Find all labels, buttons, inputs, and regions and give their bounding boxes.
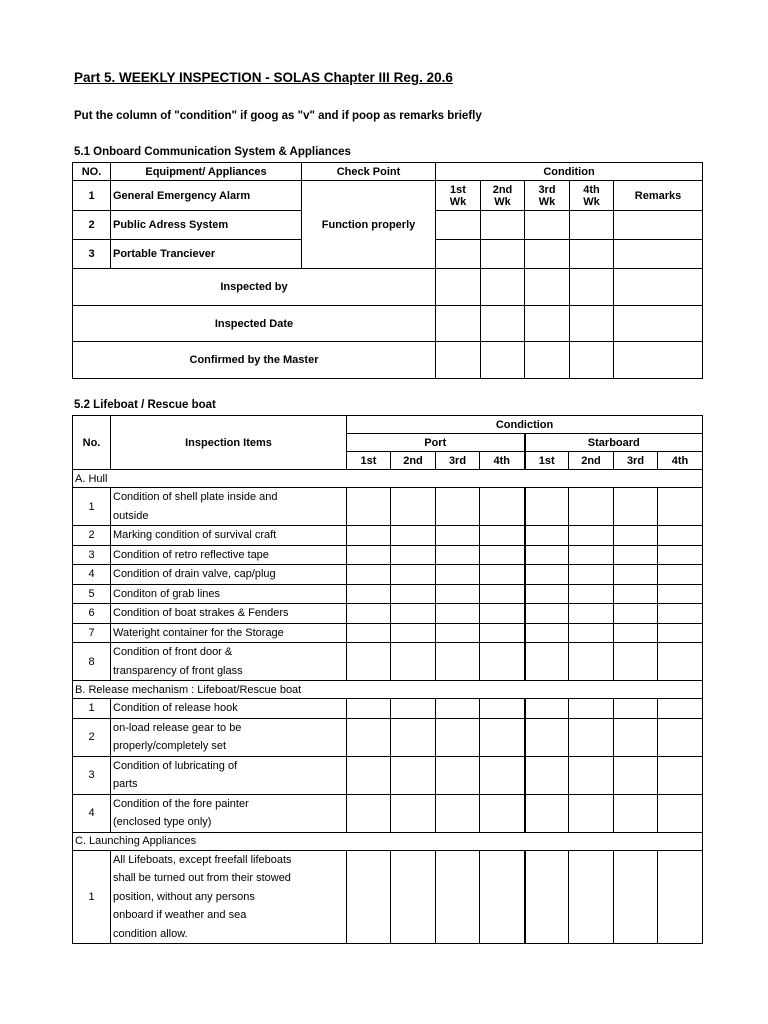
inspection-item-line: Condition of boat strakes & Fenders <box>113 607 289 619</box>
starboard-condition-cell[interactable] <box>614 623 658 643</box>
starboard-condition-cell[interactable] <box>658 526 703 546</box>
starboard-condition-cell[interactable] <box>614 794 658 832</box>
port-condition-cell[interactable] <box>436 718 480 756</box>
row-no: 2 <box>73 211 111 240</box>
inspection-item-line: onboard if weather and sea <box>113 909 247 921</box>
row-no: 4 <box>73 565 111 585</box>
section-label: A. Hull <box>73 470 703 488</box>
inspection-item <box>111 565 347 585</box>
port-condition-cell[interactable] <box>347 718 391 756</box>
port-condition-cell[interactable] <box>480 850 525 944</box>
date-cell[interactable] <box>481 306 525 342</box>
inspection-item <box>111 718 347 756</box>
starboard-condition-cell[interactable] <box>525 526 569 546</box>
port-condition-cell[interactable] <box>391 643 436 681</box>
starboard-condition-cell[interactable] <box>658 850 703 944</box>
table-row <box>73 850 703 944</box>
inspection-item-line: Condition of shell plate inside and <box>113 491 278 503</box>
signature-cell[interactable] <box>525 342 570 379</box>
port-condition-cell[interactable] <box>391 794 436 832</box>
signature-cell[interactable] <box>525 269 570 306</box>
equipment-name: General Emergency Alarm <box>111 181 302 211</box>
port-condition-cell[interactable] <box>436 604 480 624</box>
port-condition-cell[interactable] <box>347 699 391 719</box>
row-no: 6 <box>73 604 111 624</box>
port-condition-cell[interactable] <box>436 623 480 643</box>
table-row <box>73 794 703 832</box>
equipment-name: Portable Tranciever <box>111 240 302 269</box>
row-no: 2 <box>73 718 111 756</box>
row-no: 3 <box>73 756 111 794</box>
signature-cell[interactable] <box>481 342 525 379</box>
starboard-condition-cell[interactable] <box>569 545 614 565</box>
week-suffix: Wk <box>538 195 556 208</box>
inspection-item-line: Condition of retro reflective tape <box>113 548 269 561</box>
starboard-condition-cell[interactable] <box>614 850 658 944</box>
port-condition-cell[interactable] <box>480 545 525 565</box>
port-condition-cell[interactable] <box>480 718 525 756</box>
starboard-condition-cell[interactable] <box>614 584 658 604</box>
port-condition-cell[interactable] <box>480 604 525 624</box>
inspection-item-line: All Lifeboats, except freefall lifeboats <box>113 853 292 866</box>
starboard-condition-cell[interactable] <box>569 850 614 944</box>
inspection-item-line: Condition of lubricating of <box>113 759 238 772</box>
inspection-item-line: (enclosed type only) <box>113 816 212 828</box>
row-no: 5 <box>73 584 111 604</box>
port-condition-cell[interactable] <box>436 565 480 585</box>
starboard-condition-cell[interactable] <box>658 718 703 756</box>
starboard-condition-cell[interactable] <box>658 699 703 719</box>
confirmed-by-master-label: Confirmed by the Master <box>73 342 436 379</box>
starboard-condition-cell[interactable] <box>525 718 569 756</box>
inspection-item-line: parts <box>113 778 138 790</box>
port-condition-cell[interactable] <box>347 623 391 643</box>
week-label: 2nd <box>492 183 513 196</box>
signature-cell[interactable] <box>436 342 481 379</box>
table-row <box>73 718 703 756</box>
port-condition-cell[interactable] <box>391 699 436 719</box>
port-condition-cell[interactable] <box>347 794 391 832</box>
starboard-condition-cell[interactable] <box>525 488 569 526</box>
port-week-2: 2nd <box>391 452 436 470</box>
inspection-item-line: on-load release gear to be <box>113 721 242 734</box>
port-condition-cell[interactable] <box>436 643 480 681</box>
port-condition-cell[interactable] <box>480 526 525 546</box>
inspection-item-line: outside <box>113 509 149 522</box>
col-header-condition: Condiction <box>347 416 703 434</box>
week-header-2 <box>481 181 525 211</box>
date-cell[interactable] <box>525 306 570 342</box>
remarks-cell[interactable] <box>614 240 703 269</box>
check-point-cell: Function properly <box>302 181 436 269</box>
table-row <box>73 488 703 526</box>
starboard-condition-cell[interactable] <box>569 718 614 756</box>
table-row <box>73 699 703 719</box>
inspection-item-line: position, without any persons <box>113 890 255 903</box>
inspection-item-line: Condition of front door & <box>113 646 233 658</box>
week-suffix: Wk <box>583 195 600 208</box>
starboard-week-3: 3rd <box>614 452 658 470</box>
section-5-2-heading: 5.2 Lifeboat / Rescue boat <box>74 399 216 411</box>
condition-cell[interactable] <box>436 240 481 269</box>
port-condition-cell[interactable] <box>480 643 525 681</box>
port-condition-cell[interactable] <box>391 756 436 794</box>
port-condition-cell[interactable] <box>391 545 436 565</box>
signature-cell[interactable] <box>481 269 525 306</box>
condition-cell[interactable] <box>436 211 481 240</box>
date-cell[interactable] <box>436 306 481 342</box>
port-condition-cell[interactable] <box>347 756 391 794</box>
starboard-condition-cell[interactable] <box>525 565 569 585</box>
starboard-condition-cell[interactable] <box>525 623 569 643</box>
port-condition-cell[interactable] <box>436 756 480 794</box>
condition-cell[interactable] <box>481 240 525 269</box>
starboard-condition-cell[interactable] <box>614 718 658 756</box>
starboard-condition-cell[interactable] <box>614 526 658 546</box>
port-condition-cell[interactable] <box>391 718 436 756</box>
port-condition-cell[interactable] <box>391 584 436 604</box>
inspection-item <box>111 794 347 832</box>
starboard-condition-cell[interactable] <box>658 584 703 604</box>
week-label: 4th <box>583 183 600 196</box>
inspection-item <box>111 584 347 604</box>
starboard-condition-cell[interactable] <box>658 756 703 794</box>
table-row <box>73 526 703 546</box>
inspection-item-line: shall be turned out from their stowed <box>113 872 291 884</box>
inspection-item-line: Condition of release hook <box>113 702 238 714</box>
signature-cell[interactable] <box>570 269 614 306</box>
starboard-condition-cell[interactable] <box>525 604 569 624</box>
starboard-condition-cell[interactable] <box>614 545 658 565</box>
week-header-4 <box>570 181 614 211</box>
starboard-condition-cell[interactable] <box>658 623 703 643</box>
port-week-4: 4th <box>480 452 525 470</box>
starboard-condition-cell[interactable] <box>658 794 703 832</box>
section-5-1-heading: 5.1 Onboard Communication System & Appliances <box>74 146 351 158</box>
col-header-equipment: Equipment/ Appliances <box>111 163 302 181</box>
week-label: 3rd <box>538 183 556 196</box>
condition-cell[interactable] <box>570 240 614 269</box>
port-condition-cell[interactable] <box>347 643 391 681</box>
row-no: 3 <box>73 240 111 269</box>
week-header-3 <box>525 181 570 211</box>
port-condition-cell[interactable] <box>347 526 391 546</box>
starboard-condition-cell[interactable] <box>525 643 569 681</box>
inspection-item-line: Condition of the fore painter <box>113 797 249 810</box>
inspection-item <box>111 623 347 643</box>
inspection-item <box>111 699 347 719</box>
date-cell[interactable] <box>570 306 614 342</box>
starboard-condition-cell[interactable] <box>614 604 658 624</box>
port-week-3: 3rd <box>436 452 480 470</box>
starboard-week-4: 4th <box>658 452 703 470</box>
port-condition-cell[interactable] <box>480 699 525 719</box>
starboard-condition-cell[interactable] <box>569 604 614 624</box>
starboard-condition-cell[interactable] <box>525 545 569 565</box>
starboard-condition-cell[interactable] <box>569 699 614 719</box>
inspection-item <box>111 850 347 944</box>
port-condition-cell[interactable] <box>391 623 436 643</box>
week-header-1 <box>436 181 481 211</box>
page-title: Part 5. WEEKLY INSPECTION - SOLAS Chapter III Reg. 20.6 <box>74 70 453 85</box>
inspection-item <box>111 488 347 526</box>
row-no: 7 <box>73 623 111 643</box>
section-label: C. Launching Appliances <box>73 832 703 850</box>
starboard-condition-cell[interactable] <box>569 584 614 604</box>
inspection-item-line: Condition of drain valve, cap/plug <box>113 568 276 580</box>
inspected-by-label: Inspected by <box>73 269 436 306</box>
port-condition-cell[interactable] <box>391 565 436 585</box>
row-no: 1 <box>73 181 111 211</box>
starboard-condition-cell[interactable] <box>614 756 658 794</box>
lifeboat-table <box>72 415 703 944</box>
port-condition-cell[interactable] <box>347 604 391 624</box>
starboard-condition-cell[interactable] <box>569 623 614 643</box>
instruction-text: Put the column of "condition" if goog as "v" and if poop as remarks briefly <box>74 110 482 122</box>
port-condition-cell[interactable] <box>347 565 391 585</box>
inspection-item-line: condition allow. <box>113 927 188 940</box>
col-header-port: Port <box>347 434 525 452</box>
col-header-condition: Condition <box>436 163 703 181</box>
condition-cell[interactable] <box>525 211 570 240</box>
row-no: 3 <box>73 545 111 565</box>
starboard-condition-cell[interactable] <box>658 545 703 565</box>
starboard-condition-cell[interactable] <box>525 794 569 832</box>
inspection-item-line: Conditon of grab lines <box>113 587 221 600</box>
port-condition-cell[interactable] <box>436 526 480 546</box>
week-suffix: Wk <box>494 195 511 208</box>
table-row <box>73 756 703 794</box>
inspection-item-line: Marking condition of survival craft <box>113 529 277 541</box>
signature-cell[interactable] <box>614 269 703 306</box>
port-condition-cell[interactable] <box>436 794 480 832</box>
port-condition-cell[interactable] <box>347 850 391 944</box>
starboard-condition-cell[interactable] <box>614 565 658 585</box>
port-condition-cell[interactable] <box>436 488 480 526</box>
starboard-condition-cell[interactable] <box>658 643 703 681</box>
starboard-condition-cell[interactable] <box>658 565 703 585</box>
port-condition-cell[interactable] <box>480 756 525 794</box>
starboard-condition-cell[interactable] <box>658 488 703 526</box>
starboard-condition-cell[interactable] <box>569 756 614 794</box>
col-header-inspection-items: Inspection Items <box>111 416 347 470</box>
port-condition-cell[interactable] <box>391 488 436 526</box>
port-condition-cell[interactable] <box>480 488 525 526</box>
inspected-date-label: Inspected Date <box>73 306 436 342</box>
starboard-condition-cell[interactable] <box>614 488 658 526</box>
row-no: 1 <box>73 699 111 719</box>
section-label: B. Release mechanism : Lifeboat/Rescue boat <box>73 681 703 699</box>
port-week-1: 1st <box>347 452 391 470</box>
starboard-condition-cell[interactable] <box>525 584 569 604</box>
condition-cell[interactable] <box>525 240 570 269</box>
row-no: 1 <box>73 850 111 944</box>
starboard-condition-cell[interactable] <box>569 526 614 546</box>
starboard-condition-cell[interactable] <box>569 794 614 832</box>
communication-table <box>72 162 703 379</box>
starboard-condition-cell[interactable] <box>614 643 658 681</box>
col-header-no: No. <box>73 416 111 470</box>
signature-cell[interactable] <box>436 269 481 306</box>
col-header-remarks: Remarks <box>614 181 703 211</box>
starboard-week-2: 2nd <box>569 452 614 470</box>
date-cell[interactable] <box>614 306 703 342</box>
port-condition-cell[interactable] <box>436 584 480 604</box>
table-row <box>73 545 703 565</box>
signature-cell[interactable] <box>614 342 703 379</box>
inspection-item <box>111 545 347 565</box>
port-condition-cell[interactable] <box>480 794 525 832</box>
row-no: 1 <box>73 488 111 526</box>
condition-cell[interactable] <box>570 211 614 240</box>
starboard-condition-cell[interactable] <box>525 756 569 794</box>
col-header-no: NO. <box>73 163 111 181</box>
week-label: 1st <box>450 183 466 196</box>
port-condition-cell[interactable] <box>347 488 391 526</box>
inspection-item-line: Wateright container for the Storage <box>113 626 284 639</box>
inspection-item <box>111 526 347 546</box>
inspection-item-line: transparency of front glass <box>113 664 243 677</box>
row-no: 8 <box>73 643 111 681</box>
inspection-item-line: properly/completely set <box>113 740 227 752</box>
signature-cell[interactable] <box>570 342 614 379</box>
port-condition-cell[interactable] <box>436 545 480 565</box>
remarks-cell[interactable] <box>614 211 703 240</box>
port-condition-cell[interactable] <box>347 545 391 565</box>
row-no: 2 <box>73 526 111 546</box>
starboard-condition-cell[interactable] <box>525 699 569 719</box>
port-condition-cell[interactable] <box>436 850 480 944</box>
equipment-name: Public Adress System <box>111 211 302 240</box>
port-condition-cell[interactable] <box>480 623 525 643</box>
starboard-condition-cell[interactable] <box>569 565 614 585</box>
port-condition-cell[interactable] <box>436 699 480 719</box>
condition-cell[interactable] <box>481 211 525 240</box>
col-header-starboard: Starboard <box>525 434 703 452</box>
col-header-check-point: Check Point <box>302 163 436 181</box>
table-row <box>73 623 703 643</box>
starboard-condition-cell[interactable] <box>569 643 614 681</box>
port-condition-cell[interactable] <box>391 604 436 624</box>
port-condition-cell[interactable] <box>480 565 525 585</box>
table-row <box>73 643 703 681</box>
starboard-condition-cell[interactable] <box>525 850 569 944</box>
port-condition-cell[interactable] <box>347 584 391 604</box>
table-row <box>73 584 703 604</box>
table-row <box>73 604 703 624</box>
starboard-condition-cell[interactable] <box>614 699 658 719</box>
inspection-item <box>111 604 347 624</box>
starboard-week-1: 1st <box>525 452 569 470</box>
table-row <box>73 565 703 585</box>
week-suffix: Wk <box>449 195 467 208</box>
inspection-item <box>111 643 347 681</box>
port-condition-cell[interactable] <box>480 584 525 604</box>
starboard-condition-cell[interactable] <box>569 488 614 526</box>
row-no: 4 <box>73 794 111 832</box>
starboard-condition-cell[interactable] <box>658 604 703 624</box>
port-condition-cell[interactable] <box>391 526 436 546</box>
inspection-item <box>111 756 347 794</box>
port-condition-cell[interactable] <box>391 850 436 944</box>
